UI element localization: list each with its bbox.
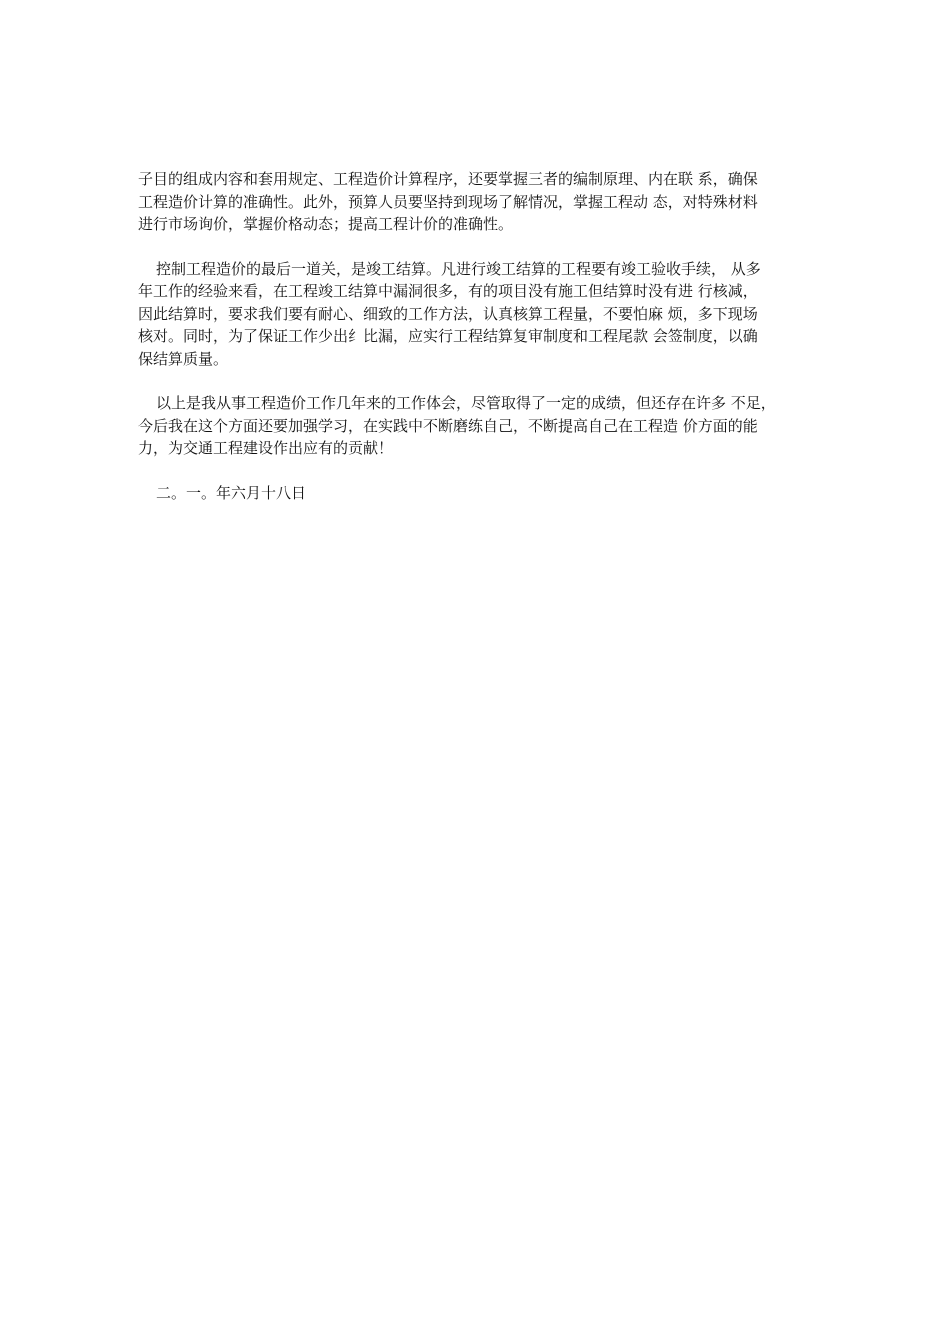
text-line: 年工作的经验来看，在工程竣工结算中漏洞很多，有的项目没有施工但结算时没有进 行核减， <box>138 282 758 300</box>
paragraph-3 <box>138 392 818 460</box>
text-line: 工程造价计算的准确性。此外，预算人员要坚持到现场了解情况，掌握工程动 态，对特殊材料 <box>138 192 758 211</box>
text-line: 进行市场询价，掌握价格动态；提高工程计价的准确性。 <box>138 215 514 233</box>
text-line: 核对。同时，为了保证工作少出纟比漏，应实行工程结算复审制度和工程尾款 会签制度，以确 <box>138 327 758 345</box>
text-line: 力，为交通工程建设作出应有的贡献！ <box>138 439 394 457</box>
text-line: 因此结算时，要求我们要有耐心、细致的工作方法，认真核算工程量，不要怕麻 烦，多下现场 <box>138 304 758 323</box>
text-line: 控制工程造价的最后一道关，是竣工结算。凡进行竣工结算的工程要有竣工验收手续， 从多 <box>156 259 761 278</box>
document-date: 二。一。年六月十八日 <box>156 483 307 502</box>
text-line: 保结算质量。 <box>138 349 229 368</box>
paragraph-1 <box>138 168 818 236</box>
text-line: 以上是我从事工程造价工作几年来的工作体会，尽管取得了一定的成绩，但还存在许多 不足， <box>156 394 776 412</box>
paragraph-2 <box>138 258 818 371</box>
document-body <box>138 168 818 504</box>
text-line: 今后我在这个方面还要加强学习，在实践中不断磨练自己，不断提高自己在工程造 价方面的能 <box>138 416 758 435</box>
text-line: 子目的组成内容和套用规定、工程造价计算程序，还要掌握三者的编制原理、内在联 系，确保 <box>138 170 758 188</box>
